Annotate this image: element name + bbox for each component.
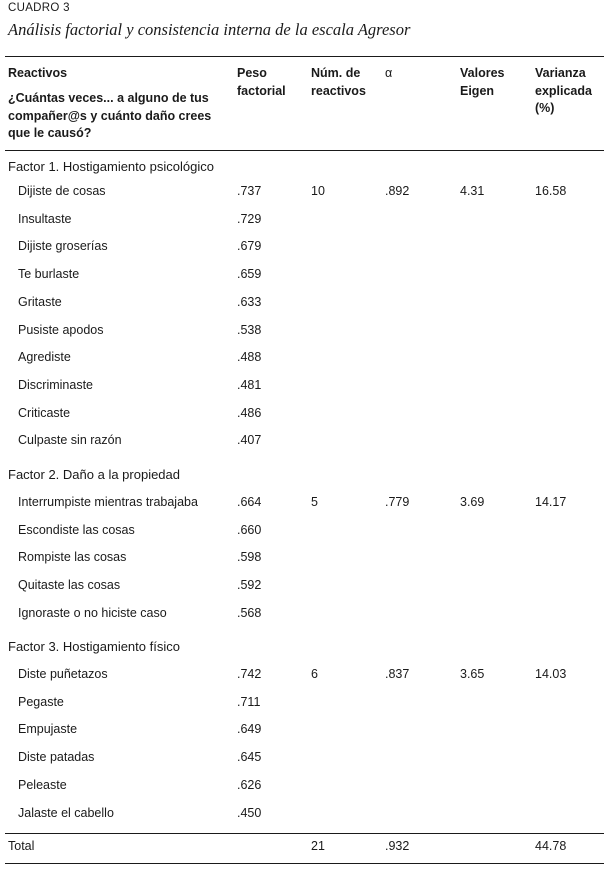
item-peso: .737: [237, 184, 262, 198]
factor-varianza: 14.03: [535, 667, 567, 681]
item-peso: .568: [237, 606, 262, 620]
header-num-reactivos: Núm. de reactivos: [311, 66, 366, 98]
header-reactivos: Reactivos: [8, 66, 68, 80]
factor-alpha: .779: [385, 495, 410, 509]
header-peso: Peso factorial: [237, 66, 286, 98]
factor-num-reactivos: 6: [311, 667, 318, 681]
total-varianza: 44.78: [535, 839, 567, 853]
factor-eigen: 3.69: [460, 495, 485, 509]
item-label: Criticaste: [18, 406, 71, 420]
item-peso: .742: [237, 667, 262, 681]
header-question: ¿Cuántas veces... a alguno de tus compañer@s y cuánto daño crees que le causó?: [8, 91, 212, 140]
item-label: Rompiste las cosas: [18, 550, 127, 564]
item-label: Dijiste groserías: [18, 239, 108, 253]
item-peso: .450: [237, 806, 262, 820]
item-peso: .626: [237, 778, 262, 792]
bottom-rule: [5, 863, 604, 864]
factor-alpha: .837: [385, 667, 410, 681]
total-rule: [5, 833, 604, 834]
item-label: Te burlaste: [18, 267, 80, 281]
item-peso: .711: [237, 695, 261, 709]
item-peso: .538: [237, 323, 262, 337]
item-label: Insultaste: [18, 212, 72, 226]
item-label: Pusiste apodos: [18, 323, 104, 337]
item-peso: .407: [237, 433, 262, 447]
item-peso: .659: [237, 267, 262, 281]
item-label: Discriminaste: [18, 378, 94, 392]
item-peso: .664: [237, 495, 262, 509]
table-title: Análisis factorial y consistencia interna de la escala Agresor: [8, 20, 411, 39]
factor-heading: Factor 3. Hostigamiento físico: [8, 639, 180, 654]
header-varianza: Varianza explicada (%): [535, 66, 592, 115]
total-alpha: .932: [385, 839, 410, 853]
item-peso: .486: [237, 406, 262, 420]
item-peso: .592: [237, 578, 262, 592]
factor-eigen: 4.31: [460, 184, 485, 198]
factor-num-reactivos: 10: [311, 184, 325, 198]
item-label: Escondiste las cosas: [18, 523, 135, 537]
factor-eigen: 3.65: [460, 667, 485, 681]
factor-alpha: .892: [385, 184, 410, 198]
header-eigen: Valores Eigen: [460, 66, 505, 98]
factor-num-reactivos: 5: [311, 495, 318, 509]
item-peso: .481: [237, 378, 262, 392]
item-label: Agrediste: [18, 350, 71, 364]
item-peso: .679: [237, 239, 262, 253]
item-label: Ignoraste o no hiciste caso: [18, 606, 167, 620]
factor-varianza: 16.58: [535, 184, 567, 198]
item-peso: .649: [237, 722, 262, 736]
item-label: Peleaste: [18, 778, 67, 792]
item-label: Culpaste sin razón: [18, 433, 122, 447]
factor-heading: Factor 1. Hostigamiento psicológico: [8, 159, 214, 174]
item-peso: .645: [237, 750, 262, 764]
factor-heading: Factor 2. Daño a la propiedad: [8, 467, 180, 482]
item-label: Interrumpiste mientras trabajaba: [18, 495, 198, 509]
item-peso: .598: [237, 550, 262, 564]
table-label: CUADRO 3: [8, 2, 70, 14]
total-label: Total: [8, 839, 35, 853]
item-label: Pegaste: [18, 695, 64, 709]
total-num-reactivos: 21: [311, 839, 325, 853]
item-label: Gritaste: [18, 295, 62, 309]
item-label: Dijiste de cosas: [18, 184, 106, 198]
factor-varianza: 14.17: [535, 495, 567, 509]
item-peso: .633: [237, 295, 262, 309]
item-label: Empujaste: [18, 722, 78, 736]
item-peso: .488: [237, 350, 262, 364]
item-peso: .729: [237, 212, 262, 226]
header-alpha: α: [385, 66, 393, 80]
item-label: Diste puñetazos: [18, 667, 108, 681]
item-peso: .660: [237, 523, 262, 537]
header-rule: [5, 150, 604, 151]
item-label: Quitaste las cosas: [18, 578, 121, 592]
item-label: Jalaste el cabello: [18, 806, 114, 820]
item-label: Diste patadas: [18, 750, 95, 764]
top-rule: [5, 56, 604, 57]
